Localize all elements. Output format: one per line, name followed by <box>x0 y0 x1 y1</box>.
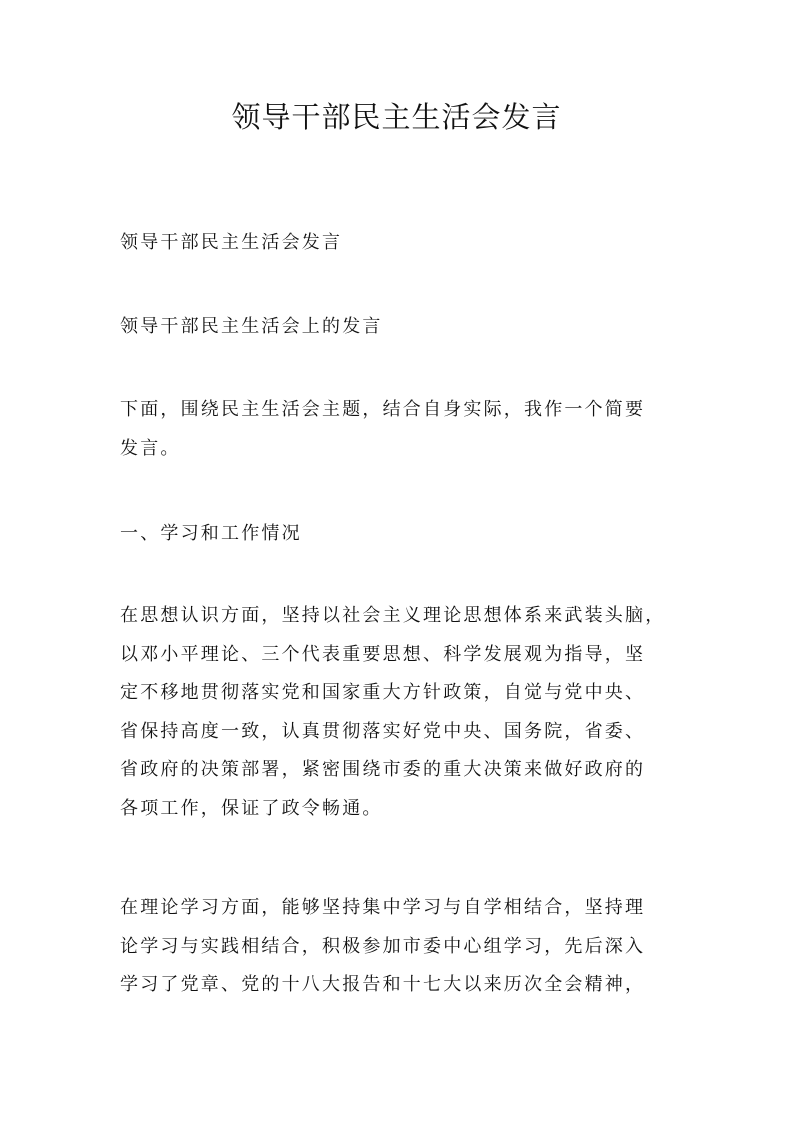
text-line: 学习了党章、党的十八大报告和十七大以来历次全会精神， <box>120 974 646 995</box>
paragraph-intro <box>120 391 680 468</box>
paragraph-subtitle-meeting <box>120 308 680 347</box>
text-line: 各项工作，保证了政令畅通。 <box>120 797 383 819</box>
text-line: 省保持高度一致，认真贯彻落实好党中央、国务院，省委、 <box>120 720 646 742</box>
text-line: 一、学习和工作情况 <box>120 523 302 544</box>
text-line: 以邓小平理论、三个代表重要思想、科学发展观为指导，坚 <box>120 643 646 665</box>
text-line: 下面，围绕民主生活会主题，结合自身实际，我作一个简要 <box>120 399 646 420</box>
text-line: 在理论学习方面，能够坚持集中学习与自学相结合，坚持理 <box>120 897 646 918</box>
paragraph-theory-study <box>120 889 680 1005</box>
text-line: 在思想认识方面，坚持以社会主义理论思想体系来武装头脑， <box>120 605 666 626</box>
text-line: 定不移地贯彻落实党和国家重大方针政策，自觉与党中央、 <box>120 682 646 703</box>
page-title: 领导干部民主生活会发言 <box>231 100 562 134</box>
text-line: 省政府的决策部署，紧密围绕市委的重大决策来做好政府的 <box>120 759 646 780</box>
text-line: 领导干部民主生活会发言 <box>120 232 343 253</box>
section-heading-study-work <box>120 515 680 554</box>
text-line: 领导干部民主生活会上的发言 <box>120 316 383 337</box>
text-line: 论学习与实践相结合，积极参加市委中心组学习，先后深入 <box>120 935 646 957</box>
paragraph-ideology <box>120 597 680 828</box>
paragraph-subtitle <box>120 224 680 263</box>
text-line: 发言。 <box>120 437 181 459</box>
